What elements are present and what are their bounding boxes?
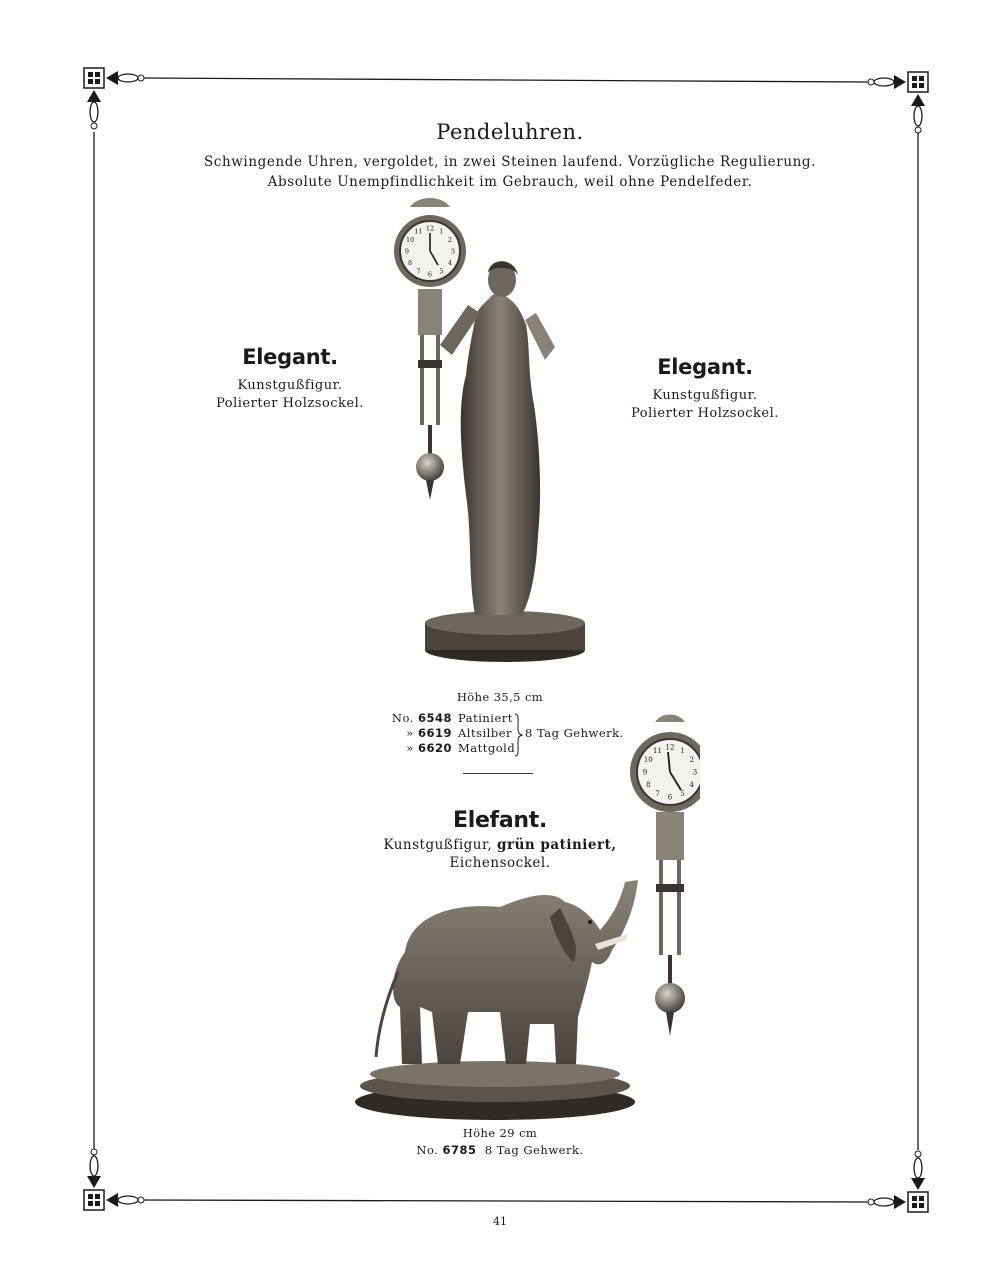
elefant-name: Elefant. [452,808,548,833]
elegant-clock-illustration [380,195,610,670]
spec-number: 6785 [442,1143,477,1157]
corner-ornament-top-right [868,72,928,133]
clock-numeral: 4 [447,259,452,267]
spec-finish: Mattgold [458,741,516,755]
clock-numeral: 2 [689,756,694,764]
clock-numeral: 9 [642,768,648,777]
page-title: Pendeluhren. [436,120,584,144]
elegant-height: Höhe 35,5 cm [456,690,544,704]
elegant-right-name: Elegant. [657,355,753,379]
corner-ornament-bottom-left [84,1149,144,1210]
clock-numeral: 3 [692,768,698,777]
clock-numeral: 6 [427,270,433,279]
clock-numeral: 8 [408,259,413,267]
elegant-left-block [190,345,390,413]
spec-finish: Patiniert [458,711,513,725]
elefant-height: Höhe 29 cm [462,1126,538,1140]
elegant-right-block [605,355,805,423]
elefant-line2: Eichensockel. [449,855,551,871]
clock-numeral: 3 [450,247,456,256]
clock-numeral: 10 [405,236,415,244]
elegant-left-line2: Polierter Holzsockel. [216,396,364,411]
clock-numeral: 7 [655,790,660,799]
elefant-line1-bold: grün patiniert, [497,837,617,853]
clock-numeral: 8 [646,781,651,789]
clock-numeral: 11 [653,746,662,755]
intro-line-2: Absolute Unempfindlichkeit im Gebrauch, weil ohne Pendelfeder. [267,174,753,190]
elegant-left-line1: Kunstgußfigur. [237,378,343,393]
clock-numeral: 1 [439,227,444,236]
corner-ornament-top-left [84,68,144,129]
elefant-line1-text: Kunstgußfigur, [383,837,498,853]
clock-numeral: 10 [643,756,653,764]
clock-numeral: 1 [680,746,685,755]
clock-numeral: 4 [689,781,694,789]
spec-prefix: No. [391,711,414,725]
corner-ornament-bottom-right [868,1151,928,1212]
spec-number: 6620 [417,741,452,755]
elefant-spec-line [380,1143,620,1157]
spec-number: 6619 [417,726,452,740]
spec-finish: Altsilber [458,726,513,740]
page-number: 41 [493,1215,507,1228]
elegant-left-name: Elegant. [242,345,338,369]
clock-numeral: 11 [414,227,423,236]
spec-prefix: » [406,726,414,740]
spec-prefix: » [406,741,414,755]
clock-numeral: 5 [439,267,444,276]
elegant-right-line2: Polierter Holzsockel. [631,406,779,421]
elegant-right-line1: Kunstgußfigur. [652,388,758,403]
spec-prefix: No. [416,1143,439,1157]
clock-numeral: 6 [667,793,673,802]
clock-numeral: 12 [665,743,675,752]
elegant-movement: 8 Tag Gehwerk. [525,726,624,740]
clock-numeral: 9 [404,247,410,256]
elefant-clock-illustration [350,712,700,1124]
elefant-movement: 8 Tag Gehwerk. [484,1143,584,1157]
clock-numeral: 2 [447,236,452,244]
clock-numeral: 12 [425,224,435,233]
clock-numeral: 7 [416,267,421,276]
clock-numeral: 5 [680,790,685,799]
intro-line-1: Schwingende Uhren, vergoldet, in zwei Steinen laufend. Vorzügliche Regulierung. [203,154,817,170]
spec-number: 6548 [417,711,452,725]
